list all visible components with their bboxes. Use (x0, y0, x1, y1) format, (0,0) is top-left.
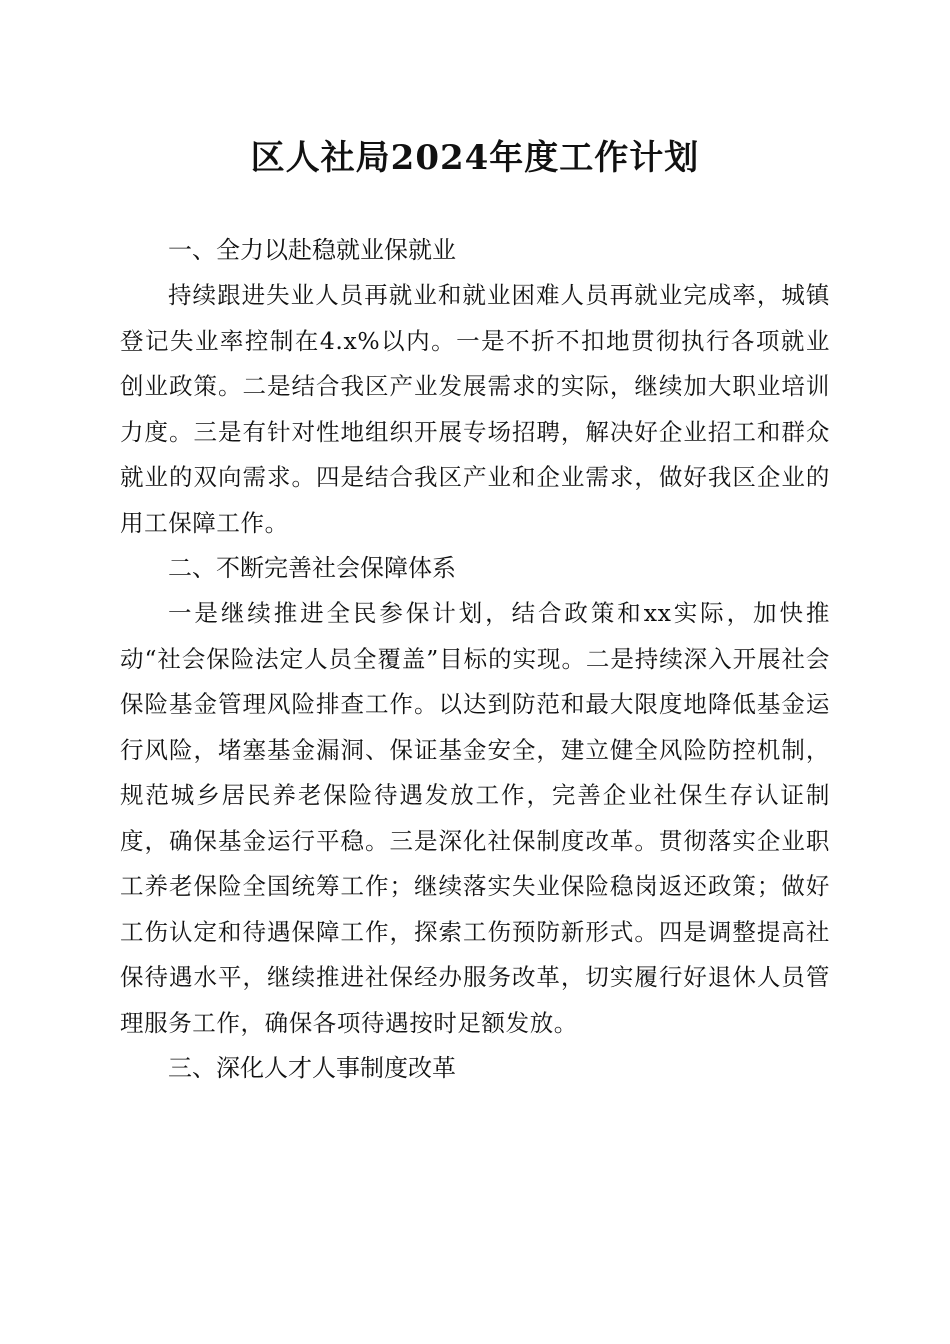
document-title: 区人社局2024年度工作计划 (250, 138, 700, 178)
section-1-heading: 一、全力以赴稳就业保就业 (168, 236, 456, 264)
section-2-heading: 二、不断完善社会保障体系 (168, 554, 456, 582)
document-body (120, 228, 830, 1091)
section-1-paragraph: 持续跟进失业人员再就业和就业困难人员再就业完成率，城镇登记失业率控制在4.x%以内。一是不折不扣地贯彻执行各项就业创业政策。二是结合我区产业发展需求的实际，继续加大职业培训力度。三是有针对性地组织开展专场招聘，解决好企业招工和群众就业的双向需求。四是结合我区产业和企业需求，做好我区企业的用工保障工作。 (120, 281, 830, 537)
section-3-heading: 三、深化人才人事制度改革 (168, 1054, 456, 1082)
section-2-paragraph: 一是继续推进全民参保计划，结合政策和xx实际，加快推动“社会保险法定人员全覆盖”目标的实现。二是持续深入开展社会保险基金管理风险排查工作。以达到防范和最大限度地降低基金运行风险，堵塞基金漏洞、保证基金安全，建立健全风险防控机制，规范城乡居民养老保险待遇发放工作，完善企业社保生存认证制度，确保基金运行平稳。三是深化社保制度改革。贯彻落实企业职工养老保险全国统筹工作；继续落实失业保险稳岗返还政策；做好工伤认定和待遇保障工作，探索工伤预防新形式。四是调整提高社保待遇水平，继续推进社保经办服务改革，切实履行好退休人员管理服务工作，确保各项待遇按时足额发放。 (120, 599, 830, 1037)
